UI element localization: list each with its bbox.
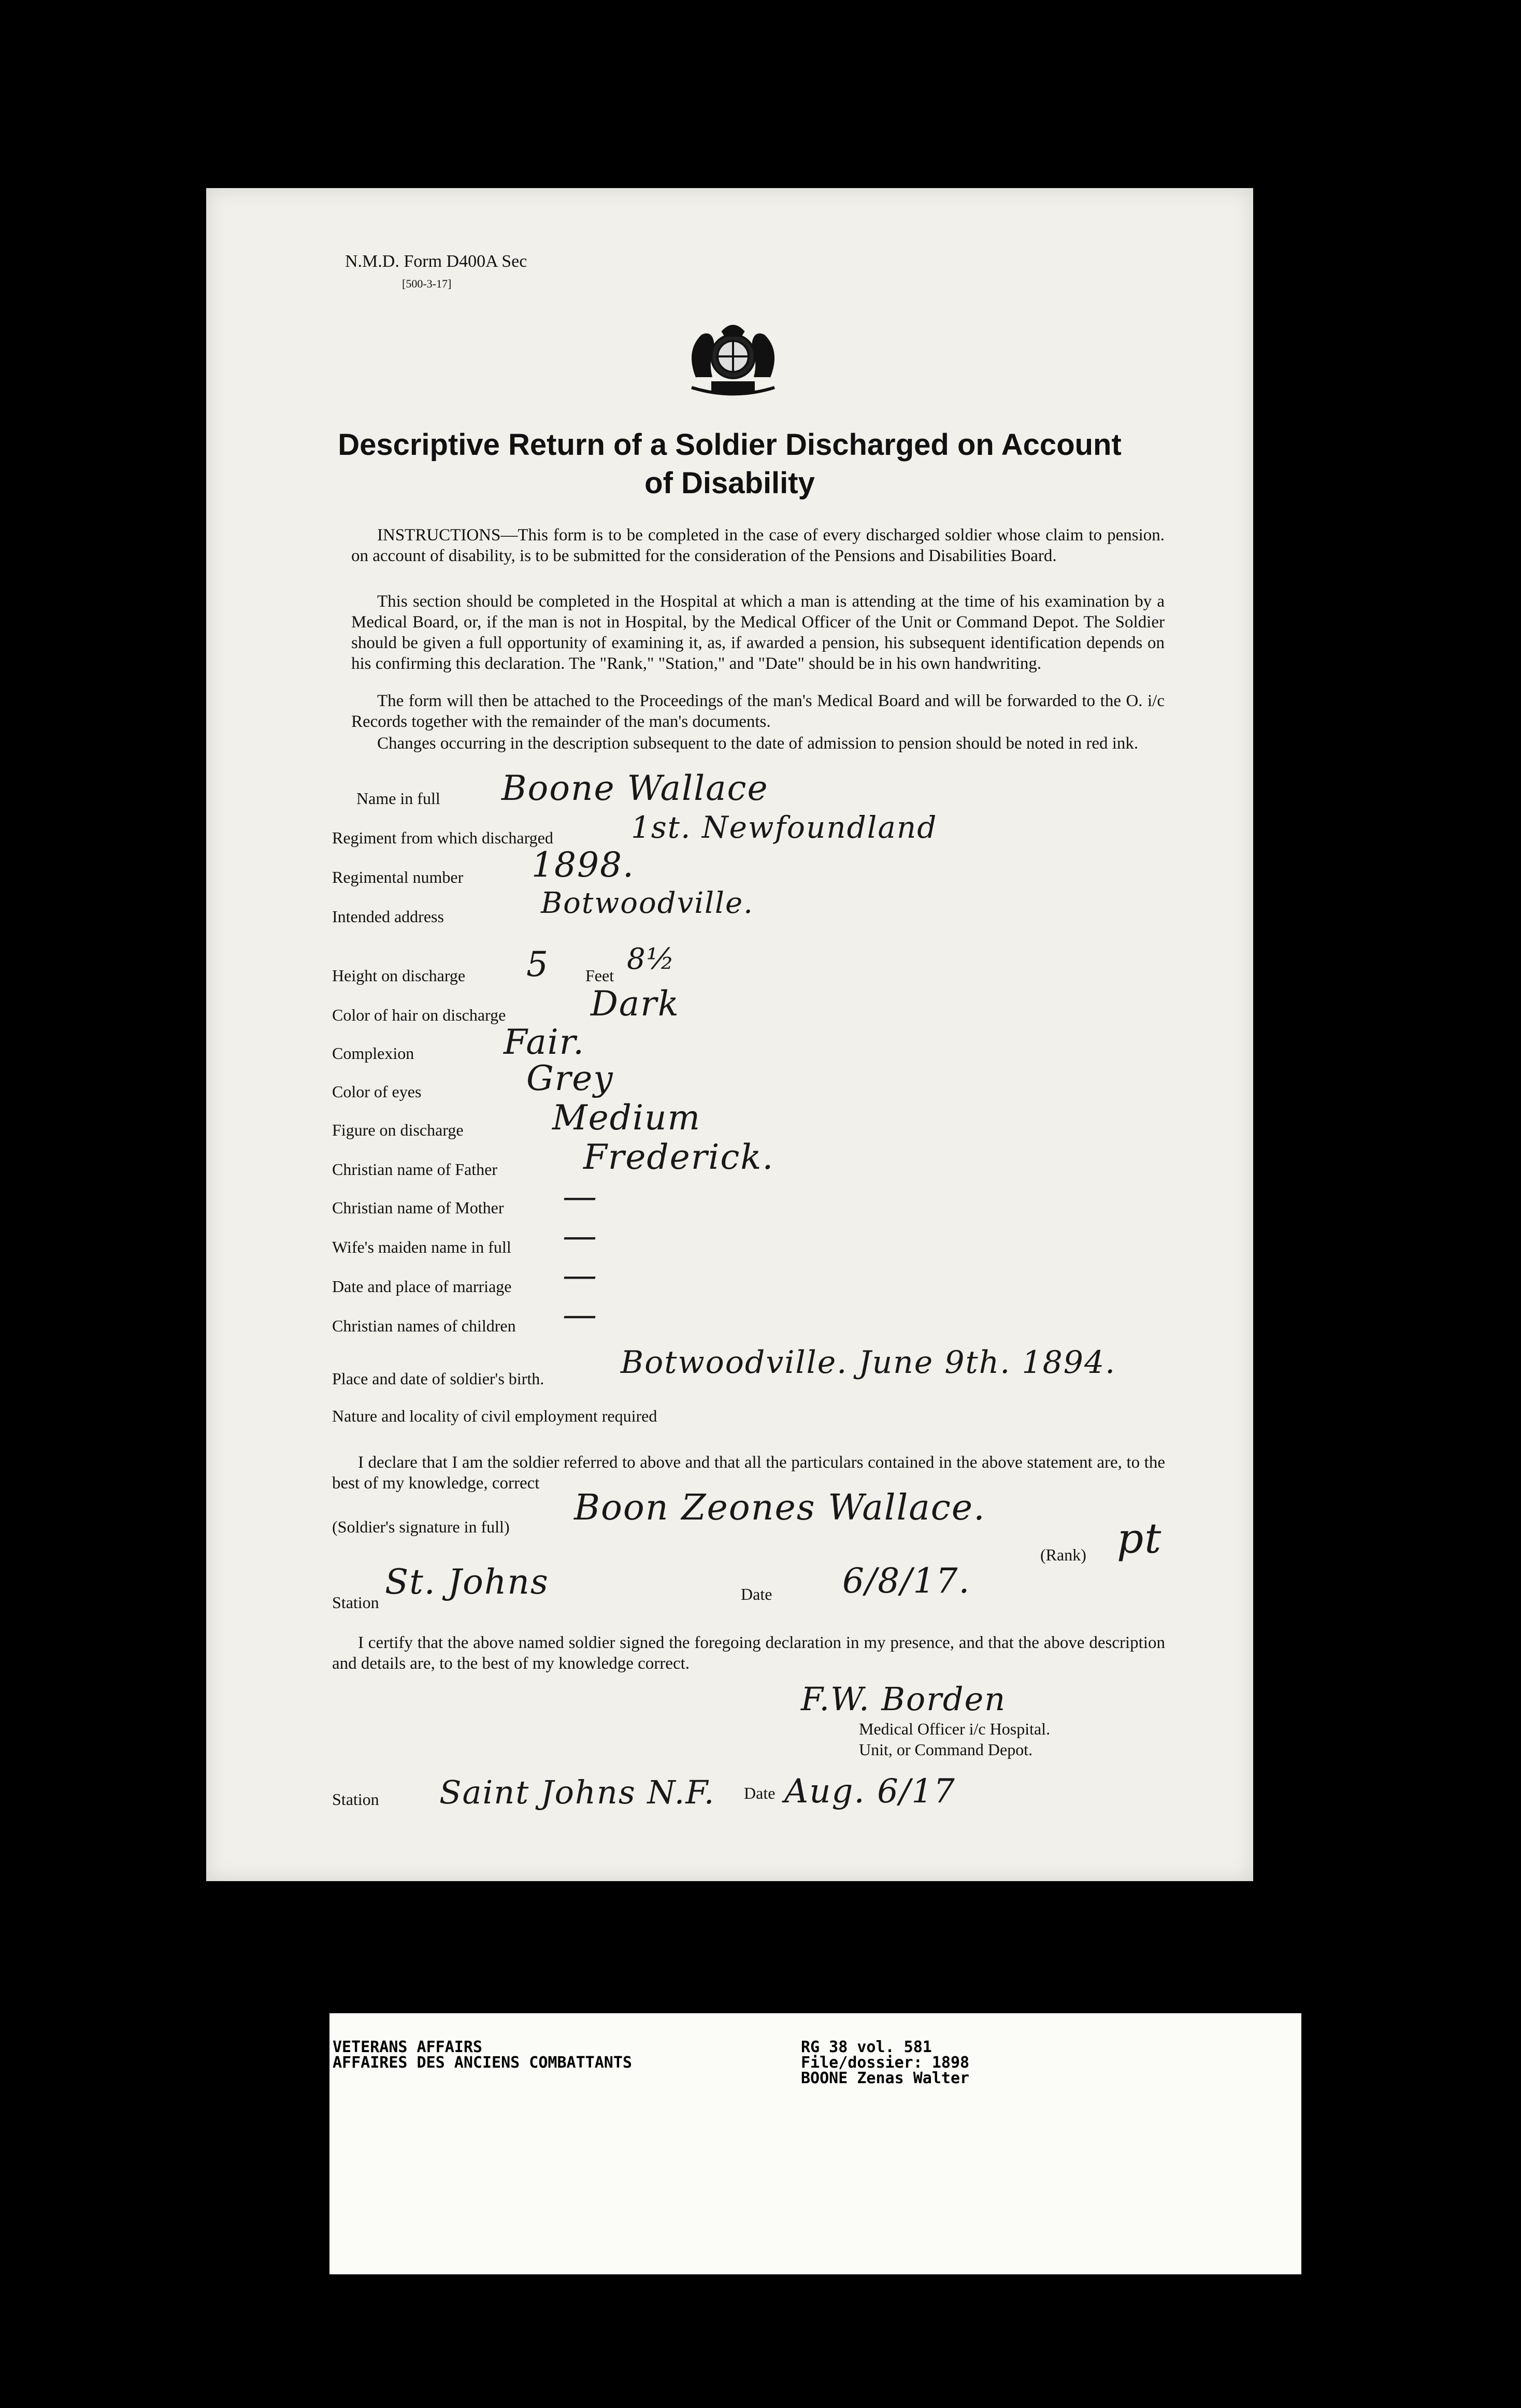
certification-paragraph: I certify that the above named soldier signed the foregoing declaration in my presence, and that the above description and details are, to the best of my knowledge correct.	[332, 1633, 1165, 1673]
field-value-hair: Dark	[591, 984, 680, 1024]
field-value-height-inches: 8½	[627, 942, 676, 976]
field-value-marriage: —	[563, 1255, 598, 1295]
field-label-eyes: Color of eyes	[332, 1082, 422, 1101]
field-value-figure: Medium	[552, 1098, 701, 1138]
print-code: [500-3-17]	[402, 277, 452, 290]
page-title-line2: of Disability	[644, 466, 815, 500]
instructions-paragraph-4: Changes occurring in the description subsequent to the date of admission to pension should be noted in red ink.	[377, 734, 1139, 753]
archive-volume: RG 38 vol. 581	[801, 2038, 932, 2056]
soldier-signature: Boon Zeones Wallace.	[574, 1487, 986, 1528]
form-number: N.M.D. Form D400A Sec	[345, 252, 527, 271]
date-label: Date	[741, 1585, 772, 1603]
instructions-paragraph-3: The form will then be attached to the Proceedings of the man's Medical Board and will be forwarded to the O. i/c Records together with the remainder of the man's documents.	[351, 692, 1165, 731]
field-label-name: Name in full	[356, 789, 440, 808]
field-value-children: —	[563, 1295, 598, 1335]
field-value-height-feet: 5	[526, 944, 549, 984]
civil-employment-label: Nature and locality of civil employment required	[332, 1407, 657, 1425]
field-label-father: Christian name of Father	[332, 1160, 498, 1179]
officer-signature: F.W. Borden	[801, 1680, 1007, 1718]
declaration-paragraph: I declare that I am the soldier referred to above and that all the particulars contained in the above statement are, to the best of my knowledge, correct	[332, 1453, 1165, 1493]
document-page	[206, 188, 1253, 1881]
field-label-height: Height on discharge	[332, 966, 466, 985]
officer-title-line1: Medical Officer i/c Hospital.	[859, 1719, 1051, 1738]
station2-label: Station	[332, 1790, 379, 1809]
field-label-marriage: Date and place of marriage	[332, 1277, 512, 1296]
archive-label	[329, 2013, 1301, 2274]
date2-label: Date	[744, 1784, 776, 1802]
field-label-figure: Figure on discharge	[332, 1121, 464, 1139]
birth-value: Botwoodville. June 9th. 1894.	[621, 1344, 1116, 1381]
field-label-children: Christian names of children	[332, 1316, 516, 1335]
signature-label: (Soldier's signature in full)	[332, 1517, 510, 1536]
page-title: Descriptive Return of a Soldier Discharged on Account	[338, 428, 1122, 462]
height-feet-label: Feet	[585, 966, 614, 985]
field-label-regiment: Regiment from which discharged	[332, 828, 553, 847]
date-value: 6/8/17.	[842, 1561, 971, 1601]
station-label: Station	[332, 1593, 379, 1612]
field-value-intended-address: Botwoodville.	[541, 886, 754, 920]
field-label-regimental-number: Regimental number	[332, 868, 464, 886]
field-label-complexion: Complexion	[332, 1044, 414, 1063]
field-value-mother: —	[563, 1177, 598, 1216]
field-value-complexion: Fair.	[504, 1022, 585, 1062]
birth-label: Place and date of soldier's birth.	[332, 1369, 544, 1388]
rank-label: (Rank)	[1040, 1545, 1086, 1564]
archive-file-number: File/dossier: 1898	[801, 2054, 970, 2072]
field-label-hair: Color of hair on discharge	[332, 1006, 506, 1024]
field-value-father: Frederick.	[583, 1137, 774, 1177]
archive-soldier-name: BOONE Zenas Walter	[801, 2069, 970, 2087]
field-label-intended-address: Intended address	[332, 907, 444, 926]
field-label-mother: Christian name of Mother	[332, 1198, 504, 1217]
royal-coat-of-arms-icon	[666, 299, 800, 403]
officer-title-line2: Unit, or Command Depot.	[859, 1740, 1033, 1759]
station-value: St. Johns	[385, 1562, 549, 1602]
rank-value: pt	[1117, 1514, 1163, 1563]
field-value-regimental-number: 1898.	[532, 845, 635, 885]
field-value-eyes: Grey	[526, 1058, 614, 1098]
instructions-paragraph-2: This section should be completed in the Hospital at which a man is attending at the time of his examination by a Medical Board, or, if the man is not in Hospital, by the Medical Officer of the Unit or Command Depot. The Soldier should be given a full opportunity of examining it, as, if awarded a pension, his subsequent identification depends on his confirming this declaration. The "Rank," "Station," and "Date" should be in his own handwriting.	[351, 592, 1165, 673]
archive-department-fr: AFFAIRES DES ANCIENS COMBATTANTS	[333, 2054, 632, 2072]
instructions-paragraph-1: INSTRUCTIONS—This form is to be completed in the case of every discharged soldier whose claim to pension. on account of disability, is to be submitted for the consideration of the Pensions and Disabilities Board.	[351, 526, 1165, 565]
station2-value: Saint Johns N.F.	[439, 1773, 715, 1811]
date2-value: Aug. 6/17	[784, 1772, 956, 1811]
field-value-wife: —	[563, 1216, 598, 1256]
archive-department-en: VETERANS AFFAIRS	[333, 2038, 482, 2056]
field-value-name: Boone Wallace	[501, 768, 769, 808]
field-value-regiment: 1st. Newfoundland	[631, 810, 938, 845]
field-label-wife: Wife's maiden name in full	[332, 1238, 511, 1256]
